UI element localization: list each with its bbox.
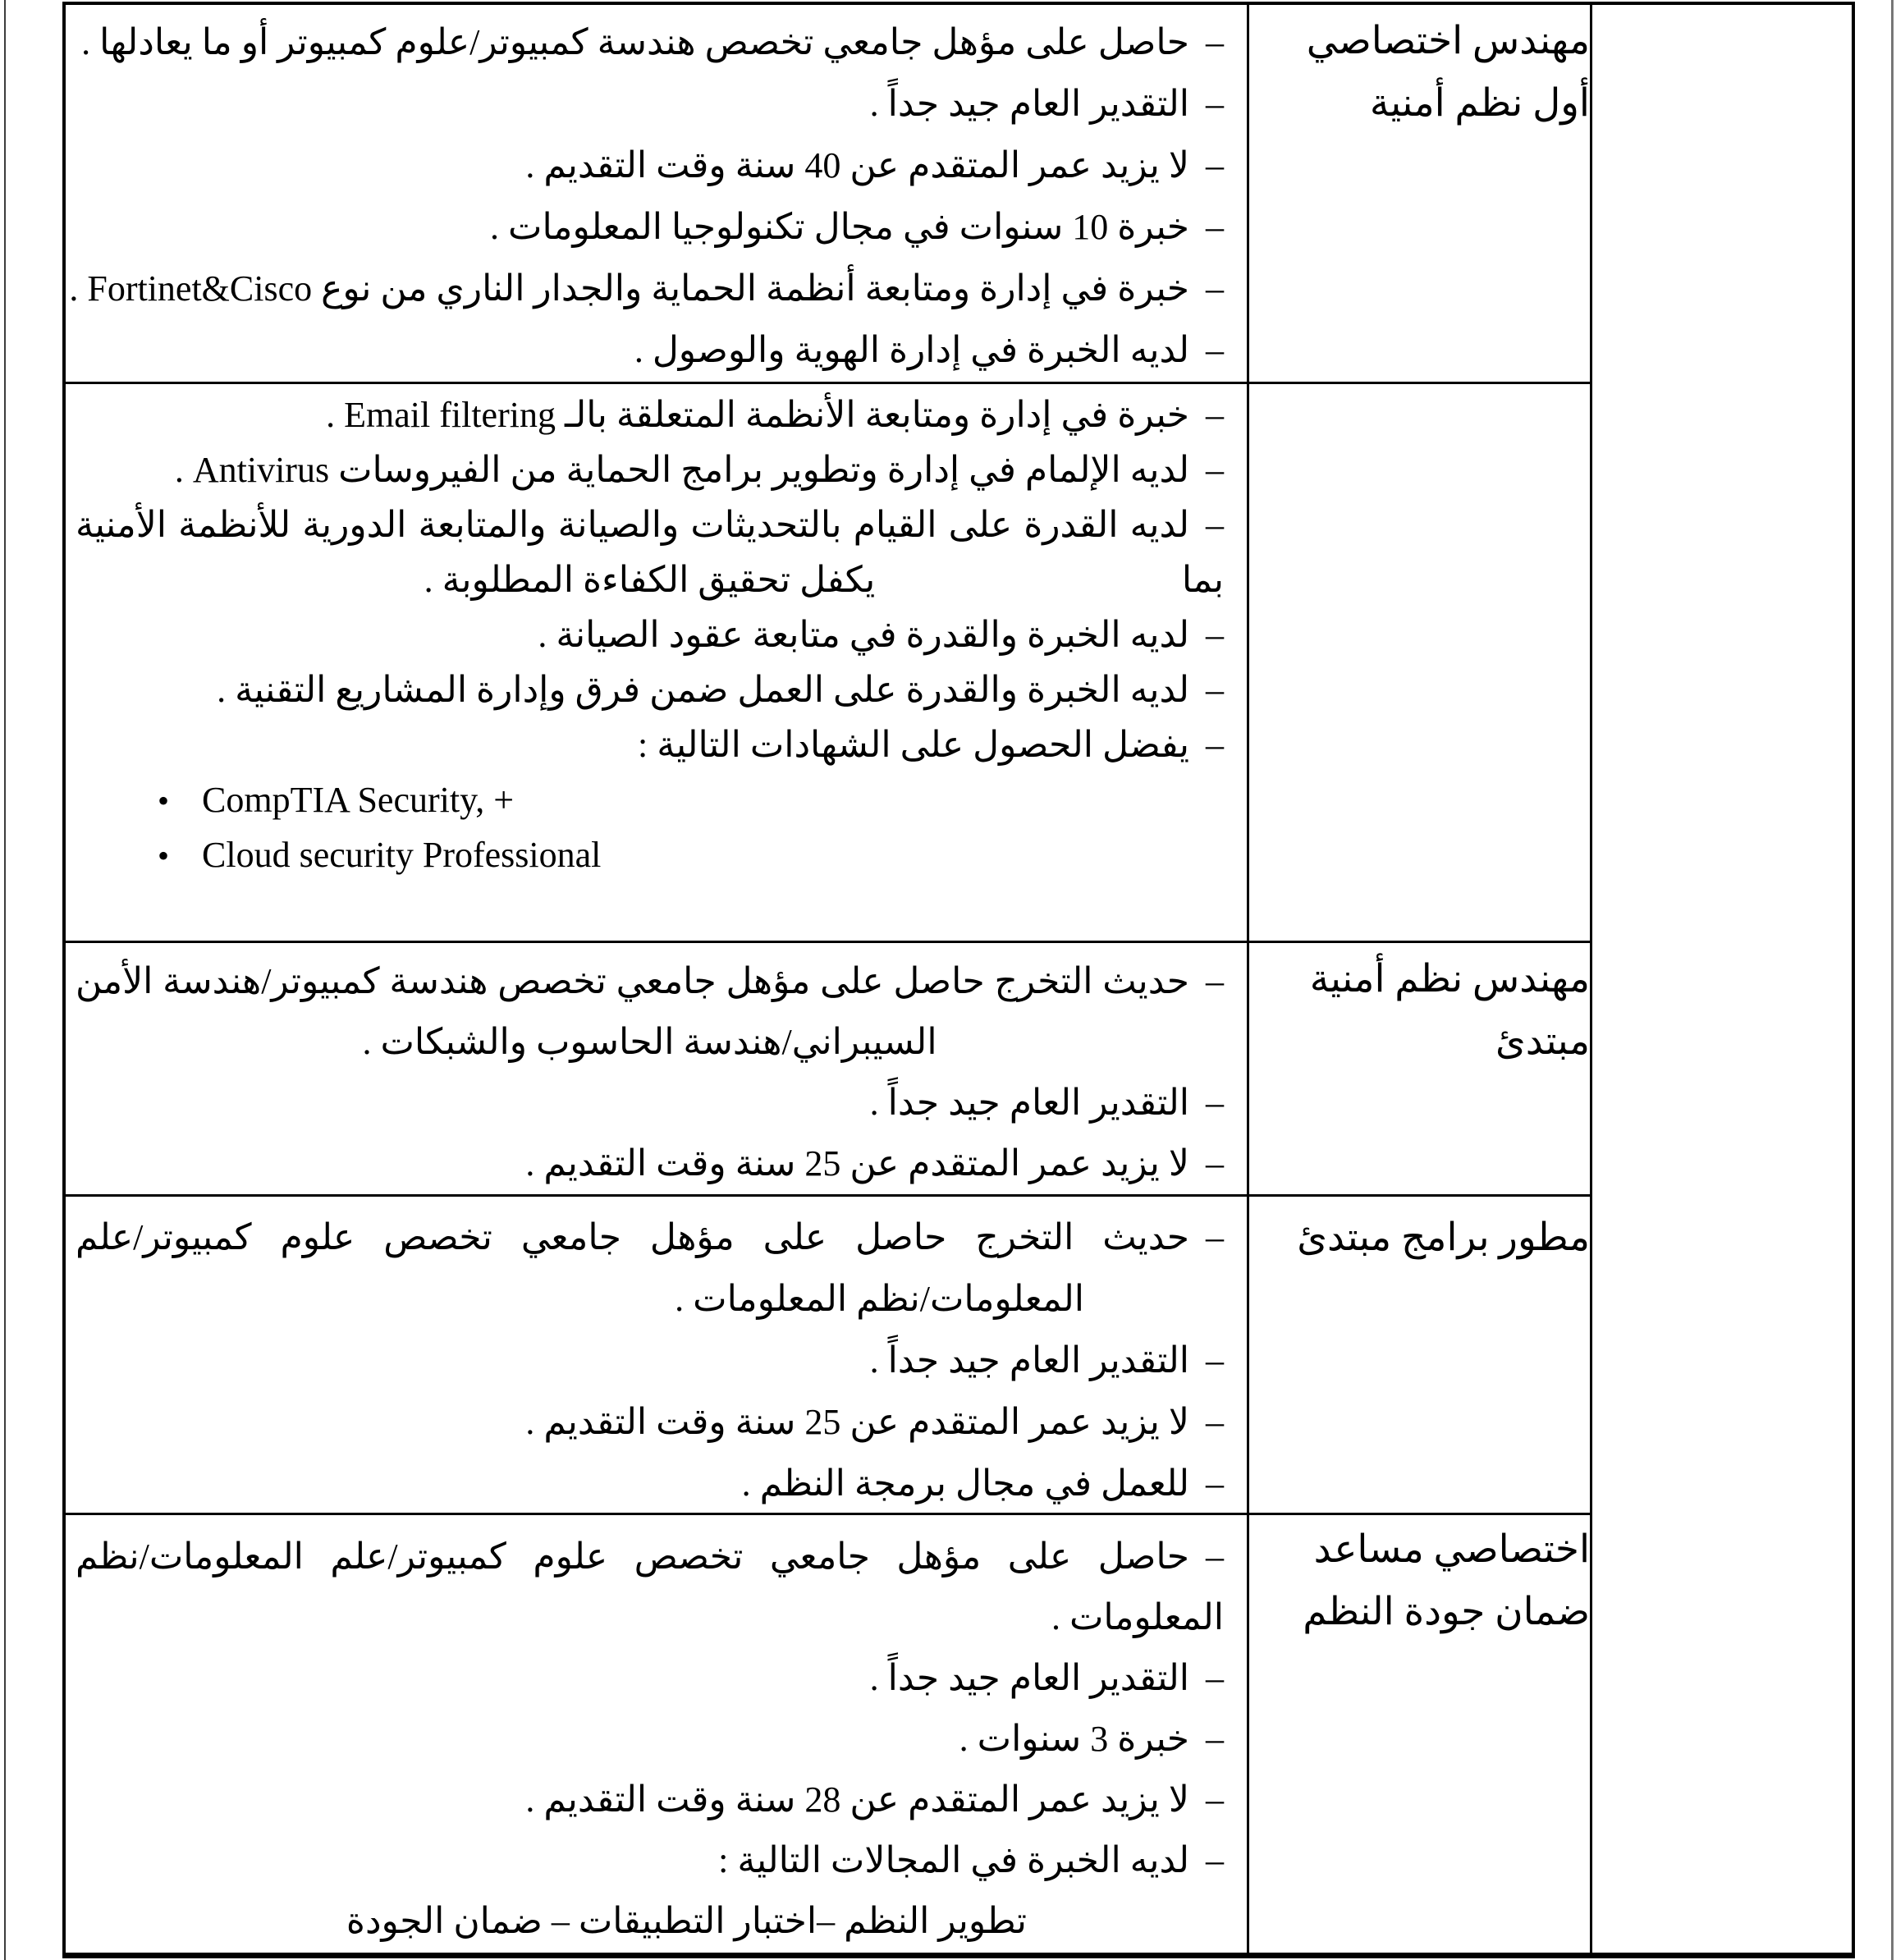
requirement-text: التقدير العام جيد جداً . <box>869 84 1189 124</box>
dash-bullet-icon: – <box>1206 505 1224 545</box>
dash-bullet-icon: – <box>1206 207 1224 247</box>
requirement-text: لديه القدرة على القيام بالتحديثات والصيانة والمتابعة الدورية للأنظمة الأمنية بما <box>76 505 1224 600</box>
dash-bullet-icon: – <box>1206 670 1224 710</box>
experience-fields-text: تطوير النظم –اختبار التطبيقات – ضمان الجودة <box>346 1901 1027 1941</box>
requirement-item <box>76 1073 1224 1133</box>
requirement-text: خبرة في إدارة ومتابعة الأنظمة المتعلقة بالـ Email filtering . <box>326 395 1189 435</box>
requirement-item <box>76 442 1224 497</box>
dash-bullet-icon: – <box>1206 1402 1224 1442</box>
dash-bullet-icon: – <box>1206 725 1224 765</box>
dash-bullet-icon: – <box>1206 961 1224 1001</box>
requirement-item <box>76 1648 1224 1709</box>
requirement-item <box>76 717 1224 772</box>
certification-text: Cloud security Professional <box>202 835 602 875</box>
page-right-edge <box>1891 0 1894 1960</box>
requirement-text: حاصل على مؤهل جامعي تخصص هندسة كمبيوتر/علوم كمبيوتر أو ما يعادلها . <box>81 22 1189 62</box>
dash-bullet-icon: – <box>1206 145 1224 185</box>
dash-bullet-icon: – <box>1206 22 1224 62</box>
requirement-text: لا يزيد عمر المتقدم عن 25 سنة وقت التقديم . <box>525 1143 1189 1184</box>
requirement-text: لا يزيد عمر المتقدم عن 25 سنة وقت التقديم . <box>525 1402 1189 1442</box>
job-title-line: مهندس نظم أمنية <box>1309 958 1590 1001</box>
disc-bullet-icon: • <box>158 837 170 874</box>
requirement-text: لا يزيد عمر المتقدم عن 40 سنة وقت التقديم . <box>525 145 1189 185</box>
dash-bullet-icon: – <box>1206 1658 1224 1698</box>
requirement-item <box>76 1770 1224 1830</box>
requirement-text: يكفل تحقيق الكفاءة المطلوبة . <box>424 560 876 600</box>
page-left-edge <box>4 0 6 1960</box>
requirement-text: للعمل في مجال برمجة النظم . <box>741 1463 1189 1504</box>
requirement-text: المعلومات/نظم المعلومات . <box>675 1279 1084 1319</box>
job-title-cell <box>1249 1515 1590 1953</box>
job-title-line: مهندس اختصاصي <box>1306 20 1590 62</box>
requirement-item <box>76 1133 1224 1194</box>
dash-bullet-icon: – <box>1206 1143 1224 1184</box>
job-title-line: أول نظم أمنية <box>1369 82 1590 125</box>
requirement-item <box>76 1527 1224 1587</box>
dash-bullet-icon: – <box>1206 450 1224 490</box>
job-title-cell <box>1249 5 1590 382</box>
requirements-cell <box>66 1197 1247 1513</box>
dash-bullet-icon: – <box>1206 268 1224 309</box>
requirement-item <box>76 196 1224 258</box>
requirement-text: حديث التخرج حاصل على مؤهل جامعي تخصص علوم كمبيوتر/علم <box>76 1217 1189 1257</box>
requirement-text: السيبراني/هندسة الحاسوب والشبكات . <box>362 1022 937 1062</box>
job-title-line: ضمان جودة النظم <box>1303 1591 1590 1633</box>
requirement-item <box>76 1830 1224 1891</box>
requirement-item <box>76 319 1224 381</box>
requirement-item <box>76 73 1224 135</box>
dash-bullet-icon: – <box>1206 395 1224 435</box>
dash-bullet-icon: – <box>1206 1536 1224 1577</box>
job-title-line: مبتدئ <box>1495 1020 1590 1063</box>
certification-item <box>76 772 1224 827</box>
requirement-text: يفضل الحصول على الشهادات التالية : <box>638 725 1189 765</box>
requirements-cell <box>66 1515 1247 1953</box>
requirement-text: لديه الإلمام في إدارة وتطوير برامج الحماية من الفيروسات Antivirus . <box>174 450 1189 490</box>
requirement-text: لديه الخبرة والقدرة في متابعة عقود الصيانة . <box>538 615 1189 655</box>
requirement-text: خبرة 10 سنوات في مجال تكنولوجيا المعلومات . <box>490 207 1189 247</box>
requirement-text: لديه الخبرة في المجالات التالية : <box>718 1840 1189 1880</box>
dash-bullet-icon: – <box>1206 84 1224 124</box>
dash-bullet-icon: – <box>1206 1340 1224 1381</box>
job-title-line: اختصاصي مساعد <box>1313 1528 1590 1571</box>
requirement-text: حاصل على مؤهل جامعي تخصص علوم كمبيوتر/علم المعلومات/نظم <box>76 1536 1189 1577</box>
requirement-item <box>76 135 1224 196</box>
requirement-item <box>76 1391 1224 1453</box>
requirement-item <box>76 387 1224 442</box>
dash-bullet-icon: – <box>1206 1083 1224 1123</box>
requirement-text: التقدير العام جيد جداً . <box>869 1340 1189 1381</box>
requirement-text: لديه الخبرة في إدارة الهوية والوصول . <box>634 330 1189 370</box>
requirement-item <box>76 11 1224 73</box>
requirement-text: خبرة في إدارة ومتابعة أنظمة الحماية والجدار الناري من نوع Fortinet&Cisco . <box>69 268 1189 309</box>
empty-column-cell <box>1592 5 1852 1953</box>
requirement-item <box>76 951 1224 1012</box>
disc-bullet-icon: • <box>158 782 170 819</box>
requirements-cell <box>66 943 1247 1194</box>
requirement-text: لا يزيد عمر المتقدم عن 28 سنة وقت التقديم . <box>525 1779 1189 1820</box>
dash-bullet-icon: – <box>1206 1840 1224 1880</box>
requirement-item <box>69 258 1224 319</box>
dash-bullet-icon: – <box>1206 330 1224 370</box>
job-title-cell <box>1249 1197 1590 1513</box>
job-title-cell <box>1249 384 1590 941</box>
requirement-text: التقدير العام جيد جداً . <box>869 1658 1189 1698</box>
requirement-text: المعلومات . <box>1051 1597 1224 1637</box>
requirement-text: لديه الخبرة والقدرة على العمل ضمن فرق وإدارة المشاريع التقنية . <box>217 670 1189 710</box>
dash-bullet-icon: – <box>1206 615 1224 655</box>
requirement-item <box>76 1330 1224 1391</box>
dash-bullet-icon: – <box>1206 1217 1224 1257</box>
requirement-item <box>76 1453 1224 1513</box>
job-requirements-table <box>62 2 1855 1958</box>
requirements-cell <box>66 384 1247 941</box>
job-title-cell <box>1249 943 1590 1194</box>
requirement-item <box>76 662 1224 717</box>
certification-text: CompTIA Security, + <box>202 780 515 820</box>
requirement-item <box>76 1207 1224 1268</box>
requirements-cell <box>66 5 1247 382</box>
requirement-item <box>76 1709 1224 1770</box>
certification-item <box>76 827 1224 882</box>
requirement-text: خبرة 3 سنوات . <box>959 1719 1189 1759</box>
requirement-text: التقدير العام جيد جداً . <box>869 1083 1189 1123</box>
dash-bullet-icon: – <box>1206 1779 1224 1820</box>
dash-bullet-icon: – <box>1206 1463 1224 1504</box>
requirement-item <box>76 607 1224 662</box>
job-title-line: مطور برامج مبتدئ <box>1297 1216 1590 1259</box>
dash-bullet-icon: – <box>1206 1719 1224 1759</box>
requirement-text: حديث التخرج حاصل على مؤهل جامعي تخصص هندسة كمبيوتر/هندسة الأمن <box>76 961 1189 1001</box>
